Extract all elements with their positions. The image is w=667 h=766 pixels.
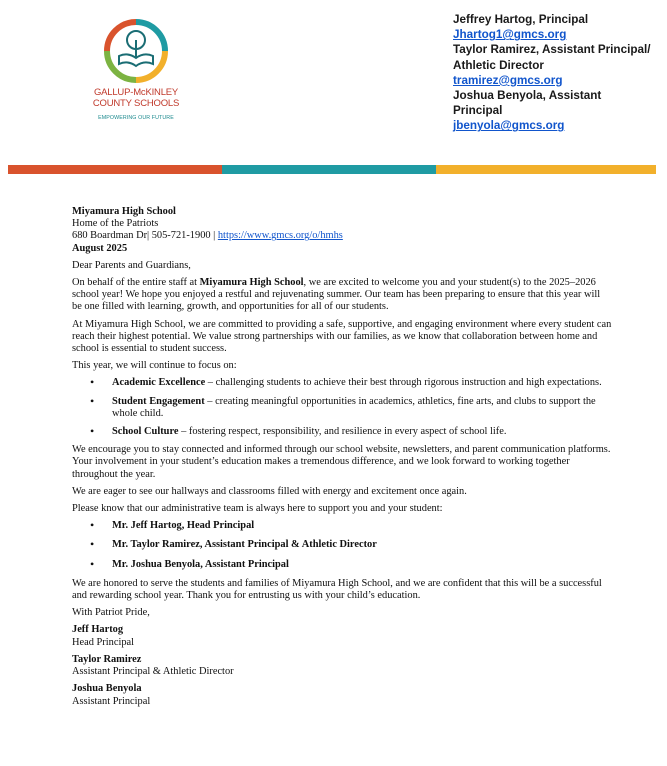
school-address: 680 Boardman Dr| 505-721-1900 | <box>72 230 218 242</box>
list-item: • Mr. Joshua Benyola, Assistant Principal <box>72 559 612 571</box>
signature-block <box>72 654 612 678</box>
contact-block <box>453 12 653 134</box>
paragraph-eager: We are eager to see our hallways and classrooms filled with energy and excitement once again. <box>72 485 467 497</box>
list-item: • School Culture – fostering respect, responsibility, and resilience in every aspect of school life. <box>72 426 612 438</box>
school-motto: Home of the Patriots <box>72 218 159 230</box>
signature-name: Jeff Hartog <box>72 624 124 636</box>
contact-principal-email[interactable]: Jhartog1@gmcs.org <box>453 28 567 42</box>
paragraph-commitment: At Miyamura High School, we are committed to providing a safe, supportive, and engaging environment where every student can reach their highest potential. We value strong partnerships with our families, as we know that collaboration between home and school is essential to student success. <box>72 318 612 355</box>
list-item: • Mr. Jeff Hartog, Head Principal <box>72 520 612 532</box>
school-name: Miyamura High School <box>72 206 176 217</box>
focus-list <box>72 377 612 438</box>
school-website-link[interactable]: https://www.gmcs.org/o/hmhs <box>217 230 343 242</box>
paragraph-welcome: On behalf of the entire staff at Miyamura High School, we are excited to welcome you and your student(s) to the 2025–2026 school year! We hope you enjoyed a restful and rejuvenating summer. Our team has been preparing to ensure that this year will be one filled with learning, growth, and opportunities for all of our students. <box>72 277 601 313</box>
signature-name: Joshua Benyola <box>72 683 142 695</box>
closing: With Patriot Pride, <box>72 607 150 619</box>
color-band-teal <box>222 165 436 174</box>
admin-team-list <box>72 520 612 571</box>
list-item: • Mr. Taylor Ramirez, Assistant Principal & Athletic Director <box>72 539 612 551</box>
signature-name: Taylor Ramirez <box>72 653 142 665</box>
contact-assistant-principal-line: Taylor Ramirez, Assistant Principal/ Athletic Director <box>453 43 651 72</box>
district-name-line2: COUNTY SCHOOLS <box>92 97 180 109</box>
team-intro: Please know that our administrative team is always here to support you and your student: <box>72 503 443 515</box>
contact-assistant-principal-email[interactable]: tramirez@gmcs.org <box>453 73 563 87</box>
color-band-yellow <box>436 165 656 174</box>
signature-block <box>72 683 612 707</box>
list-item: • Academic Excellence – challenging students to achieve their best through rigorous instruction and high expectations. <box>72 377 612 389</box>
signature-title: Assistant Principal <box>72 695 151 707</box>
paragraph-honored: We are honored to serve the students and families of Miyamura High School, and we are confident that this will be a successful and rewarding school year. Thank you for entrusting us with your child’s education. <box>72 577 602 602</box>
color-band-red <box>8 165 222 174</box>
signature-title: Assistant Principal & Athletic Director <box>72 666 234 678</box>
signature-title: Head Principal <box>72 636 135 648</box>
signature-block <box>72 624 612 648</box>
district-tagline: EMPOWERING OUR FUTURE <box>98 115 174 121</box>
contact-assistant-principal-2-email[interactable]: jbenyola@gmcs.org <box>453 119 565 133</box>
greeting: Dear Parents and Guardians, <box>72 259 191 271</box>
book-tree-emblem-icon <box>103 18 169 84</box>
focus-intro: This year, we will continue to focus on: <box>72 360 237 372</box>
list-item: • Student Engagement – creating meaningful opportunities in academics, athletics, fine arts, and clubs to support the whole child. <box>72 396 612 420</box>
letter-body <box>72 206 612 713</box>
contact-assistant-principal-2-line: Joshua Benyola, Assistant Principal <box>453 89 602 118</box>
letter-date: August 2025 <box>72 242 128 254</box>
paragraph-stay-connected: We encourage you to stay connected and informed through our school website, newsletters, and parent communication platforms. Your involvement in your student’s education makes a tremendous difference, and we look forward to working together throughout the year. <box>72 444 611 480</box>
district-name-line1: GALLUP-McKINLEY <box>93 87 179 98</box>
contact-principal-line: Jeffrey Hartog, Principal <box>453 13 589 26</box>
